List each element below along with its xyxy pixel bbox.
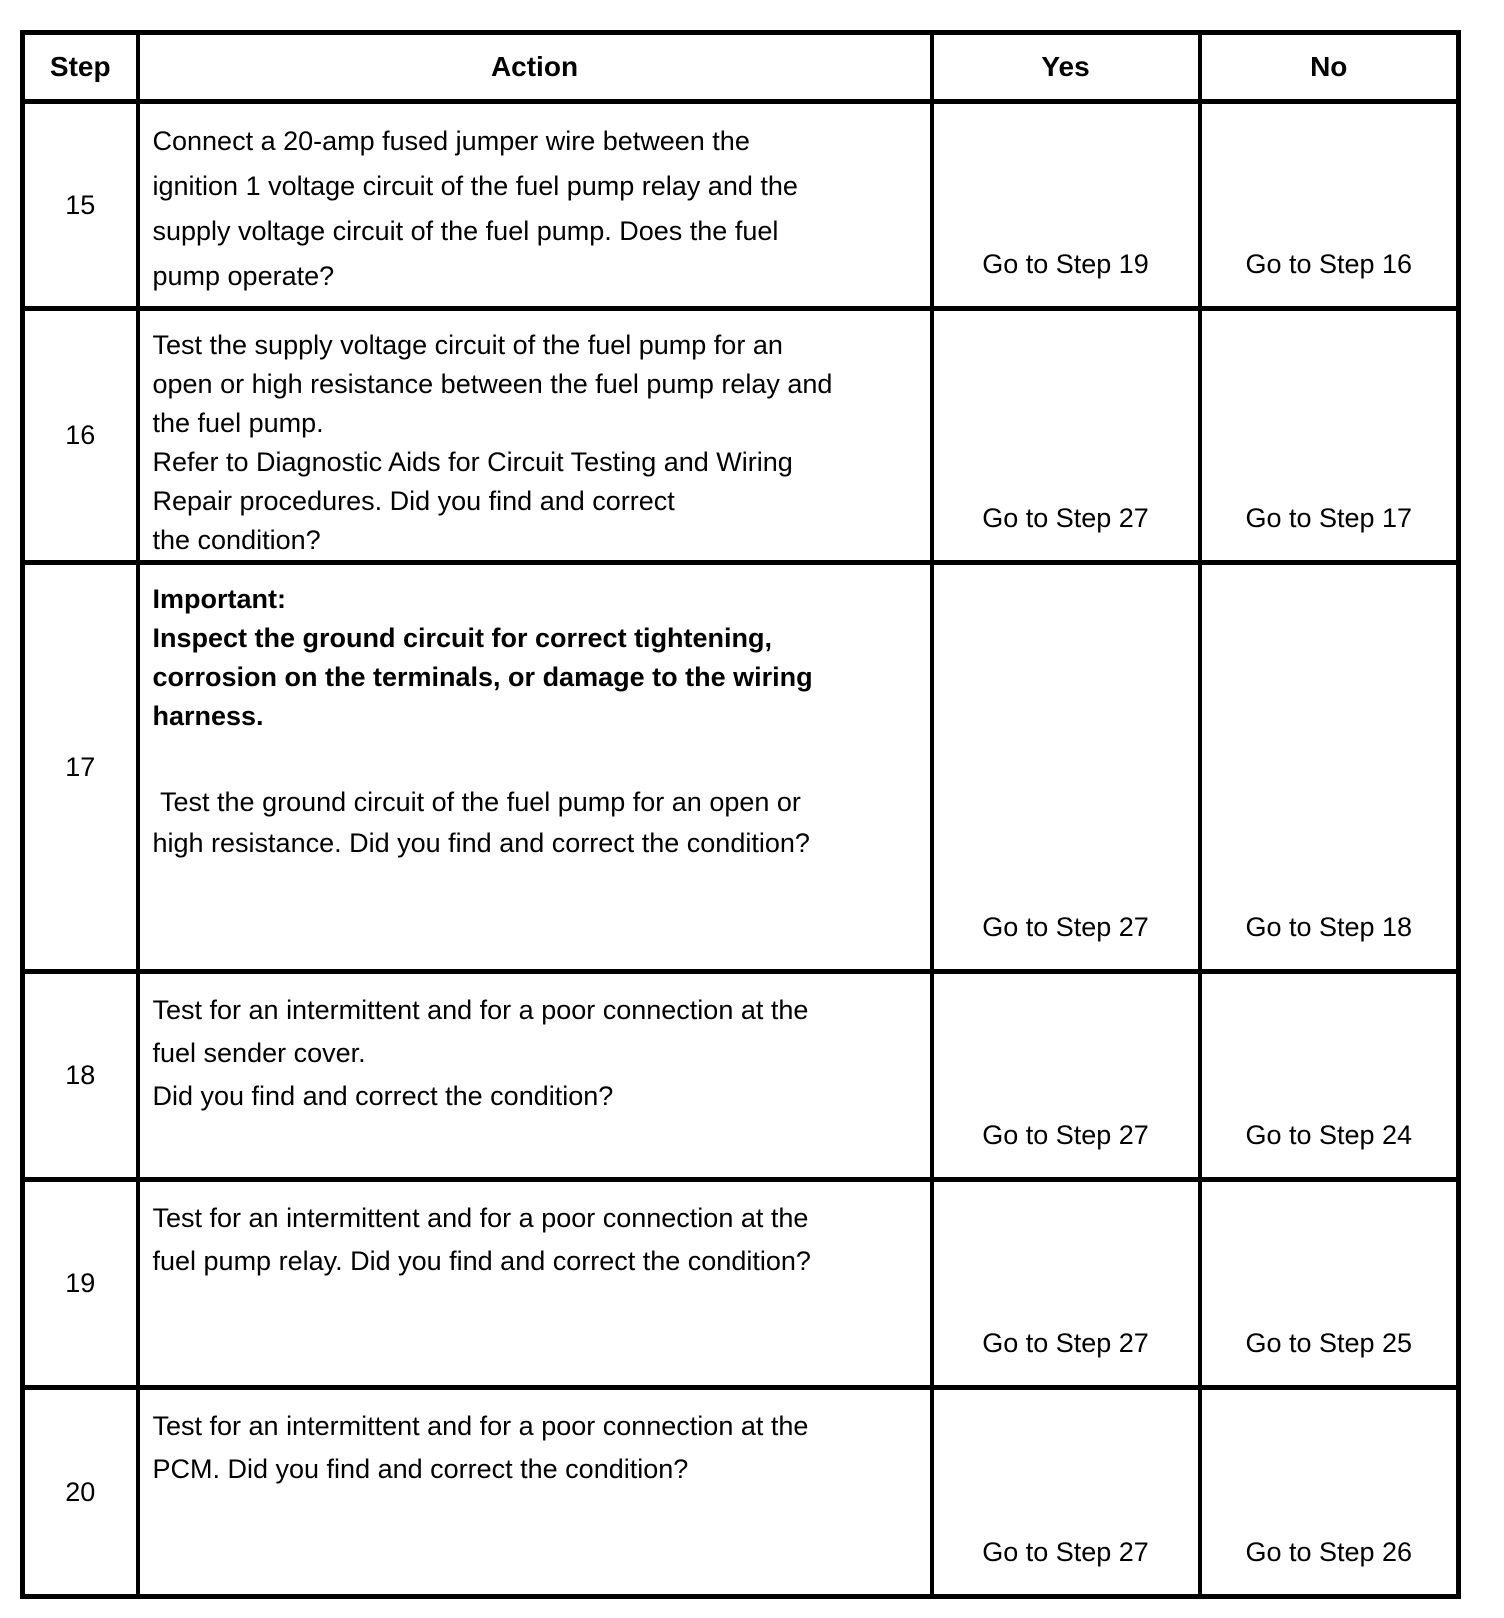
yes-goto-cell	[932, 563, 1200, 972]
action-line: the fuel pump.	[152, 408, 324, 438]
action-line: pump operate?	[152, 261, 335, 291]
action-paragraph	[153, 119, 920, 299]
action-paragraph	[153, 782, 920, 864]
step-number-cell: 15	[23, 102, 138, 309]
header-yes: Yes	[932, 33, 1200, 102]
no-goto-cell	[1200, 102, 1459, 309]
no-goto-cell	[1200, 563, 1459, 972]
action-line: Did you find and correct the condition?	[152, 1081, 614, 1111]
action-line: Test the ground circuit of the fuel pump for an open or	[152, 787, 801, 817]
yes-goto-text: Go to Step 27	[982, 1120, 1149, 1150]
yes-goto-text: Go to Step 19	[982, 249, 1149, 279]
no-goto-cell	[1200, 1180, 1459, 1388]
yes-goto-cell	[932, 309, 1200, 563]
action-paragraph	[153, 989, 920, 1118]
table-header-row	[23, 33, 1459, 102]
table-row	[23, 972, 1459, 1180]
table-row	[23, 309, 1459, 563]
table-row	[23, 563, 1459, 972]
action-cell	[138, 563, 932, 972]
action-line: Test the supply voltage circuit of the fuel pump for an	[152, 330, 783, 360]
header-step: Step	[23, 33, 138, 102]
action-line: PCM. Did you find and correct the condition?	[152, 1454, 689, 1484]
table-body	[23, 102, 1459, 1597]
yes-goto-text: Go to Step 27	[982, 1328, 1149, 1358]
action-paragraph	[153, 1197, 920, 1283]
no-goto-text: Go to Step 18	[1245, 912, 1413, 942]
action-line: fuel sender cover.	[152, 1038, 366, 1068]
table-row	[23, 1180, 1459, 1388]
yes-goto-text: Go to Step 27	[982, 912, 1149, 942]
action-line: the condition?	[152, 525, 321, 555]
action-line: Test for an intermittent and for a poor connection at the	[152, 1411, 809, 1441]
yes-goto-text: Go to Step 27	[982, 503, 1149, 533]
action-cell	[138, 1388, 932, 1597]
action-paragraph	[153, 326, 920, 560]
action-line: harness.	[152, 701, 264, 731]
action-line: Inspect the ground circuit for correct tightening,	[152, 623, 773, 653]
step-number-cell: 18	[23, 972, 138, 1180]
no-goto-text: Go to Step 16	[1245, 249, 1413, 279]
yes-goto-cell	[932, 1388, 1200, 1597]
yes-goto-cell	[932, 1180, 1200, 1388]
action-line: corrosion on the terminals, or damage to the wiring	[152, 662, 813, 692]
action-line: Connect a 20-amp fused jumper wire between the	[152, 126, 750, 156]
action-line: Test for an intermittent and for a poor connection at the	[152, 1203, 809, 1233]
action-line: Test for an intermittent and for a poor connection at the	[152, 995, 809, 1025]
yes-goto-cell	[932, 102, 1200, 309]
action-line: fuel pump relay. Did you find and correct the condition?	[152, 1246, 811, 1276]
table-row	[23, 102, 1459, 309]
header-action: Action	[138, 33, 932, 102]
action-line: supply voltage circuit of the fuel pump. Does the fuel	[152, 216, 779, 246]
no-goto-text: Go to Step 24	[1245, 1120, 1413, 1150]
no-goto-cell	[1200, 972, 1459, 1180]
step-number-cell: 19	[23, 1180, 138, 1388]
diagnostic-procedure-table	[20, 30, 1461, 1599]
step-number-cell: 17	[23, 563, 138, 972]
action-line: Important:	[152, 584, 286, 614]
no-goto-text: Go to Step 26	[1245, 1537, 1413, 1567]
action-line: Repair procedures. Did you find and correct	[152, 486, 675, 516]
action-cell	[138, 102, 932, 309]
action-cell	[138, 309, 932, 563]
header-no: No	[1200, 33, 1459, 102]
action-line: open or high resistance between the fuel pump relay and	[152, 369, 833, 399]
action-important-note	[153, 580, 920, 736]
action-cell	[138, 972, 932, 1180]
action-line: Refer to Diagnostic Aids for Circuit Testing and Wiring	[152, 447, 793, 477]
action-cell	[138, 1180, 932, 1388]
no-goto-text: Go to Step 25	[1245, 1328, 1413, 1358]
no-goto-cell	[1200, 1388, 1459, 1597]
no-goto-text: Go to Step 17	[1245, 503, 1413, 533]
step-number-cell: 20	[23, 1388, 138, 1597]
step-number-cell: 16	[23, 309, 138, 563]
table-row	[23, 1388, 1459, 1597]
yes-goto-text: Go to Step 27	[982, 1537, 1149, 1567]
no-goto-cell	[1200, 309, 1459, 563]
yes-goto-cell	[932, 972, 1200, 1180]
action-paragraph	[153, 1405, 920, 1491]
action-line: ignition 1 voltage circuit of the fuel pump relay and the	[152, 171, 798, 201]
action-line: high resistance. Did you find and correct the condition?	[152, 828, 810, 858]
